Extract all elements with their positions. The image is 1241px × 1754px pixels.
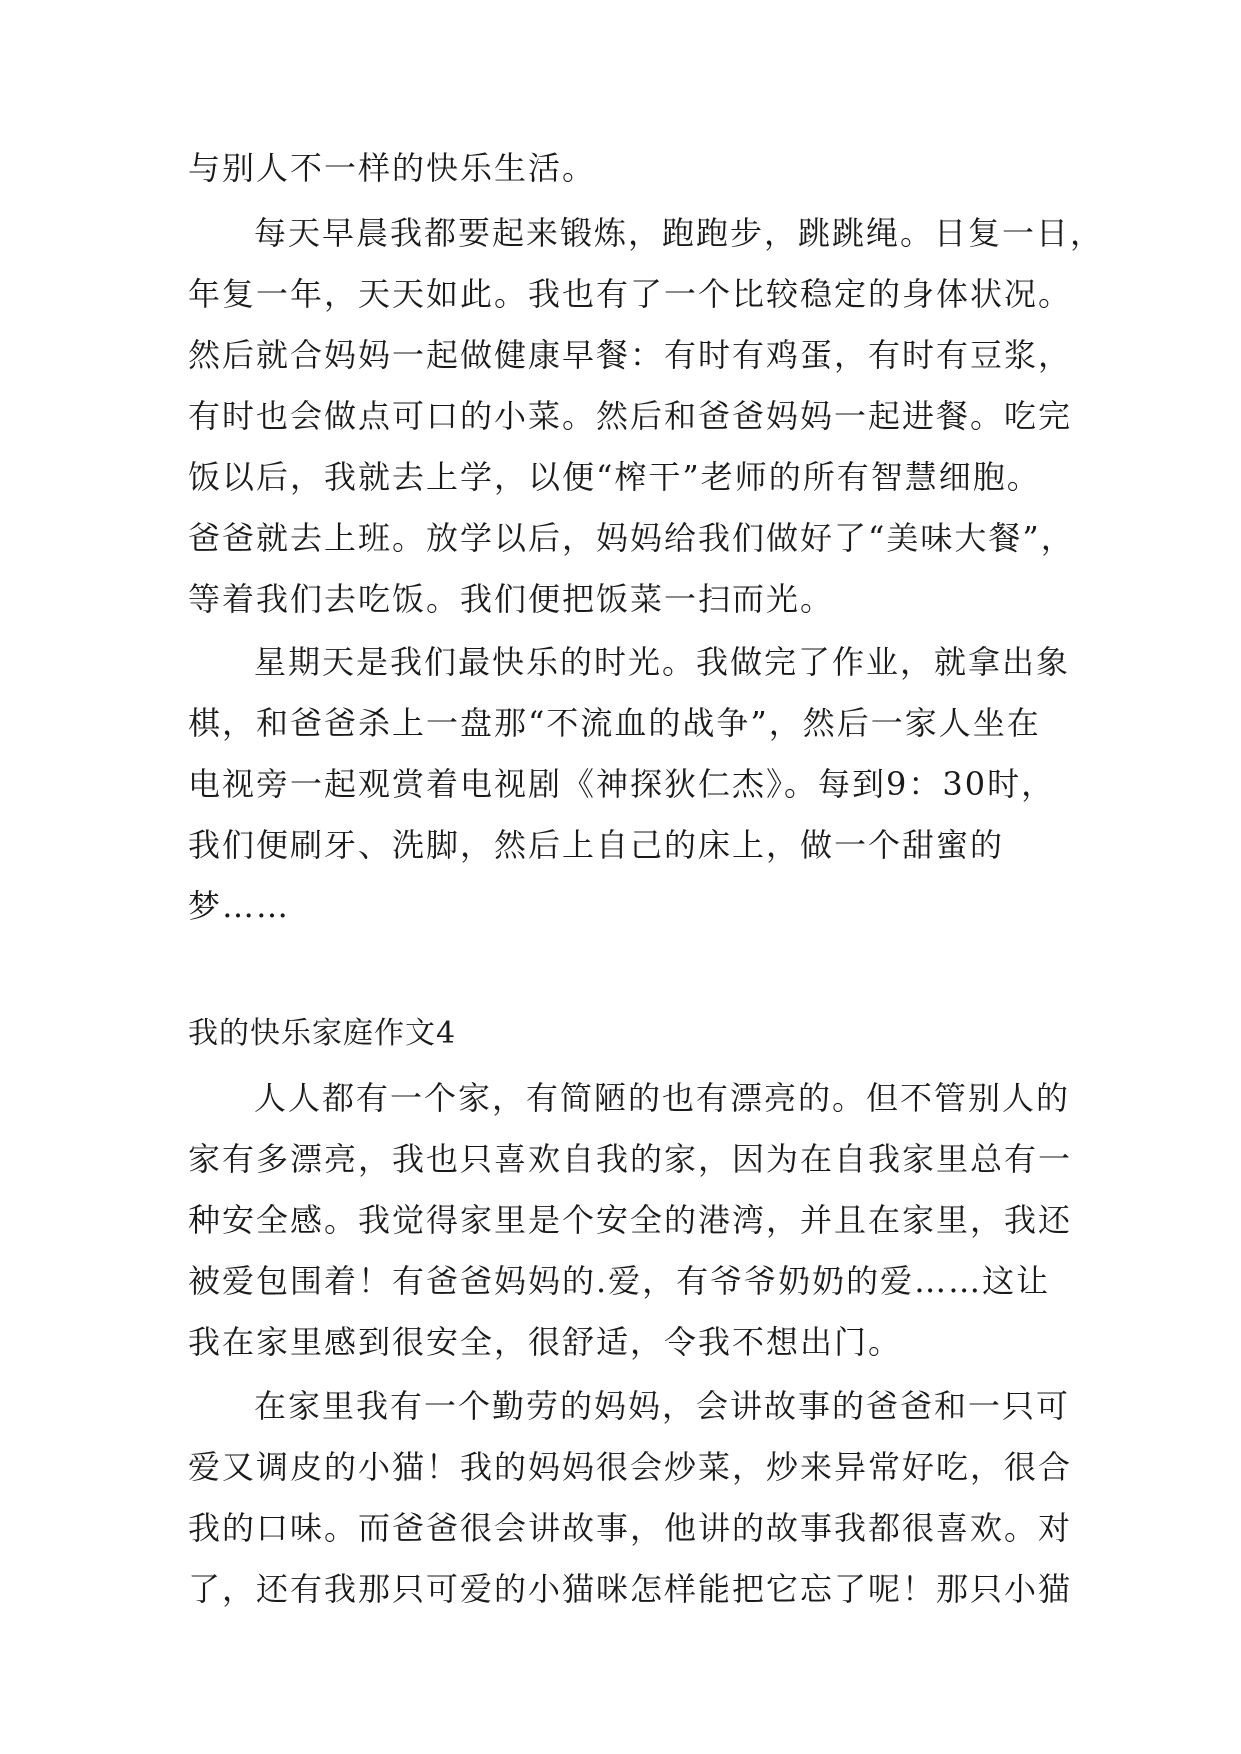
- text-line: 每天早晨我都要起来锻炼，跑跑步，跳跳绳。日复一日，: [254, 214, 1105, 252]
- section-title: 我的快乐家庭作文4: [188, 1016, 457, 1051]
- text-line: 然后就合妈妈一起做健康早餐：有时有鸡蛋，有时有豆浆，: [188, 336, 1073, 374]
- text-line: 我在家里感到很安全，很舒适，令我不想出门。: [188, 1323, 903, 1361]
- text-line: 等着我们去吃饭。我们便把饭菜一扫而光。: [188, 580, 835, 618]
- text-line: 爸爸就去上班。放学以后，妈妈给我们做好了“美味大餐”，: [188, 519, 1075, 557]
- text-line: 人人都有一个家，有简陋的也有漂亮的。但不管别人的: [254, 1079, 1071, 1117]
- text-line: 有时也会做点可口的小菜。然后和爸爸妈妈一起进餐。吃完: [188, 397, 1073, 435]
- text-line: 家有多漂亮，我也只喜欢自我的家，因为在自我家里总有一: [188, 1140, 1073, 1178]
- text-line: 星期天是我们最快乐的时光。我做完了作业，就拿出象: [254, 643, 1071, 681]
- text-line: 了，还有我那只可爱的小猫咪怎样能把它忘了呢！那只小猫: [188, 1570, 1073, 1608]
- text-line: 棋，和爸爸杀上一盘那“不流血的战争”，然后一家人坐在: [188, 704, 1041, 742]
- text-line: 我们便刷牙、洗脚，然后上自己的床上，做一个甜蜜的: [188, 826, 1005, 864]
- text-line: 梦……: [188, 887, 291, 925]
- text-line: 爱又调皮的小猫！我的妈妈很会炒菜，炒来异常好吃，很合: [188, 1448, 1073, 1486]
- text-line: 电视旁一起观赏着电视剧《神探狄仁杰》。每到9：30时，: [188, 765, 1056, 803]
- text-line: 与别人不一样的快乐生活。: [188, 149, 597, 187]
- text-line: 我的口味。而爸爸很会讲故事，他讲的故事我都很喜欢。对: [188, 1509, 1073, 1547]
- text-line: 种安全感。我觉得家里是个安全的港湾，并且在家里，我还: [188, 1201, 1073, 1239]
- text-line: 在家里我有一个勤劳的妈妈，会讲故事的爸爸和一只可: [254, 1387, 1071, 1425]
- text-line: 饭以后，我就去上学，以便“榨干”老师的所有智慧细胞。: [188, 458, 1041, 496]
- text-line: 被爱包围着！有爸爸妈妈的.爱，有爷爷奶奶的爱……这让: [188, 1262, 1051, 1300]
- text-line: 年复一年，天天如此。我也有了一个比较稳定的身体状况。: [188, 275, 1073, 313]
